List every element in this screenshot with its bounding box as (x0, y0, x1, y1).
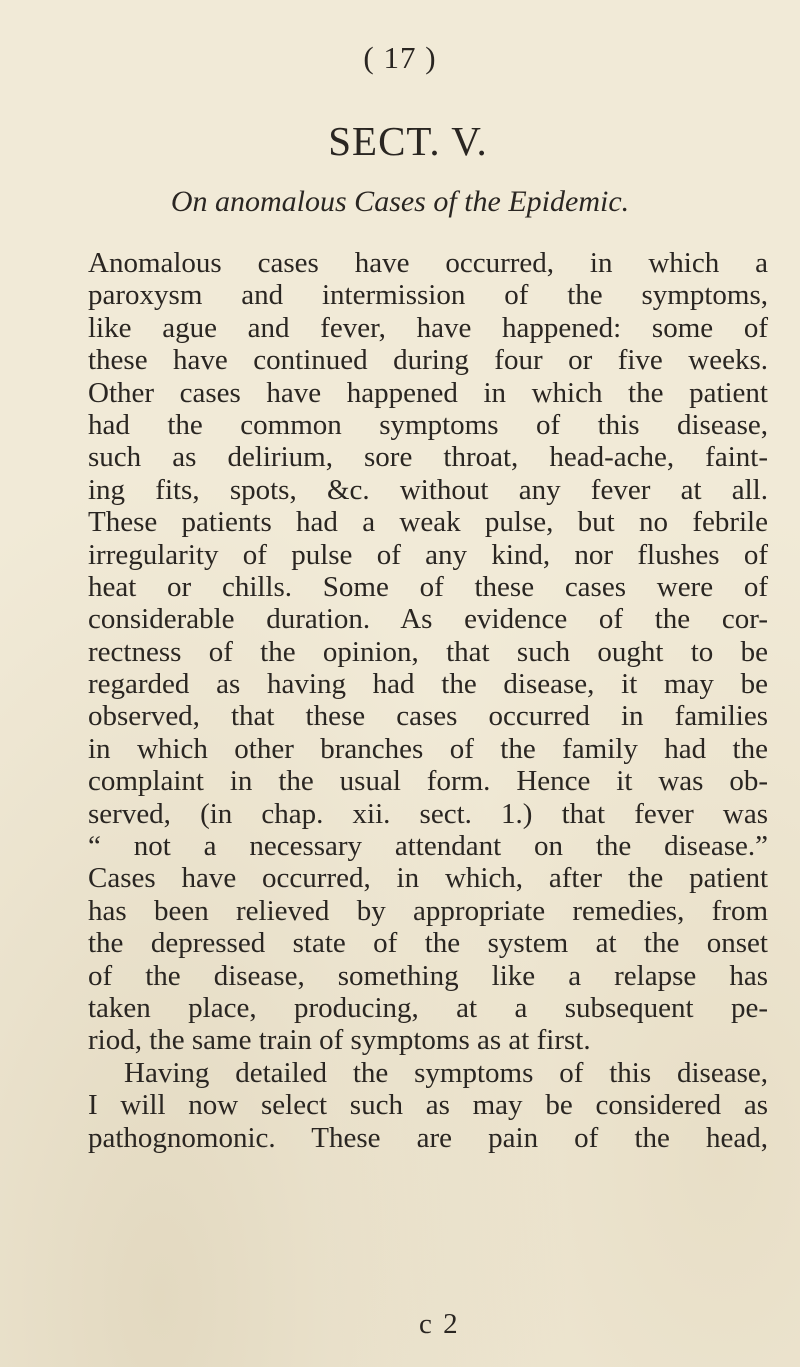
body-text (88, 247, 768, 1154)
text-line: the depressed state of the system at the onset (88, 927, 768, 960)
section-subtitle: On anomalous Cases of the Epidemic. (170, 185, 630, 218)
text-line: Anomalous cases have occurred, in which a (88, 247, 768, 279)
text-line: in which other branches of the family had the (88, 732, 768, 765)
text-line: irregularity of pulse of any kind, nor flushes of (88, 538, 768, 571)
text-line: considerable duration. As evidence of the cor- (88, 603, 768, 636)
text-line: Having detailed the symptoms of this disease, (124, 1056, 768, 1089)
section-heading: SECT. V. (328, 118, 488, 164)
text-line: paroxysm and intermission of the symptoms, (88, 279, 768, 312)
text-line: heat or chills. Some of these cases were of (88, 570, 768, 603)
text-line: served, (in chap. xii. sect. 1.) that fever was (88, 797, 768, 830)
text-line: has been relieved by appropriate remedies, from (88, 894, 768, 927)
text-line: had the common symptoms of this disease, (88, 408, 768, 441)
signature-mark: c 2 (419, 1308, 460, 1340)
text-line: regarded as having had the disease, it may be (88, 668, 768, 701)
text-line: pathognomonic. These are pain of the head, (88, 1121, 768, 1154)
text-line: such as delirium, sore throat, head-ache, faint- (88, 441, 768, 474)
text-line: of the disease, something like a relapse has (88, 959, 768, 992)
text-line: observed, that these cases occurred in families (88, 700, 768, 733)
text-line: like ague and fever, have happened: some of (88, 311, 768, 344)
text-line: “ not a necessary attendant on the disease.” (88, 830, 768, 863)
page-number: ( 17 ) (363, 40, 437, 75)
text-line: Other cases have happened in which the patient (88, 376, 768, 409)
text-line: these have continued during four or five weeks. (88, 344, 768, 377)
text-line: I will now select such as may be considered as (88, 1089, 768, 1122)
text-line: ing fits, spots, &c. without any fever at all. (88, 473, 768, 506)
text-line: riod, the same train of symptoms as at first. (88, 1024, 591, 1057)
text-line: Cases have occurred, in which, after the patient (88, 862, 768, 895)
text-line: complaint in the usual form. Hence it was ob- (88, 765, 768, 798)
text-line: These patients had a weak pulse, but no febrile (88, 506, 768, 539)
text-line: taken place, producing, at a subsequent pe- (88, 991, 768, 1024)
text-line: rectness of the opinion, that such ought to be (88, 635, 768, 668)
